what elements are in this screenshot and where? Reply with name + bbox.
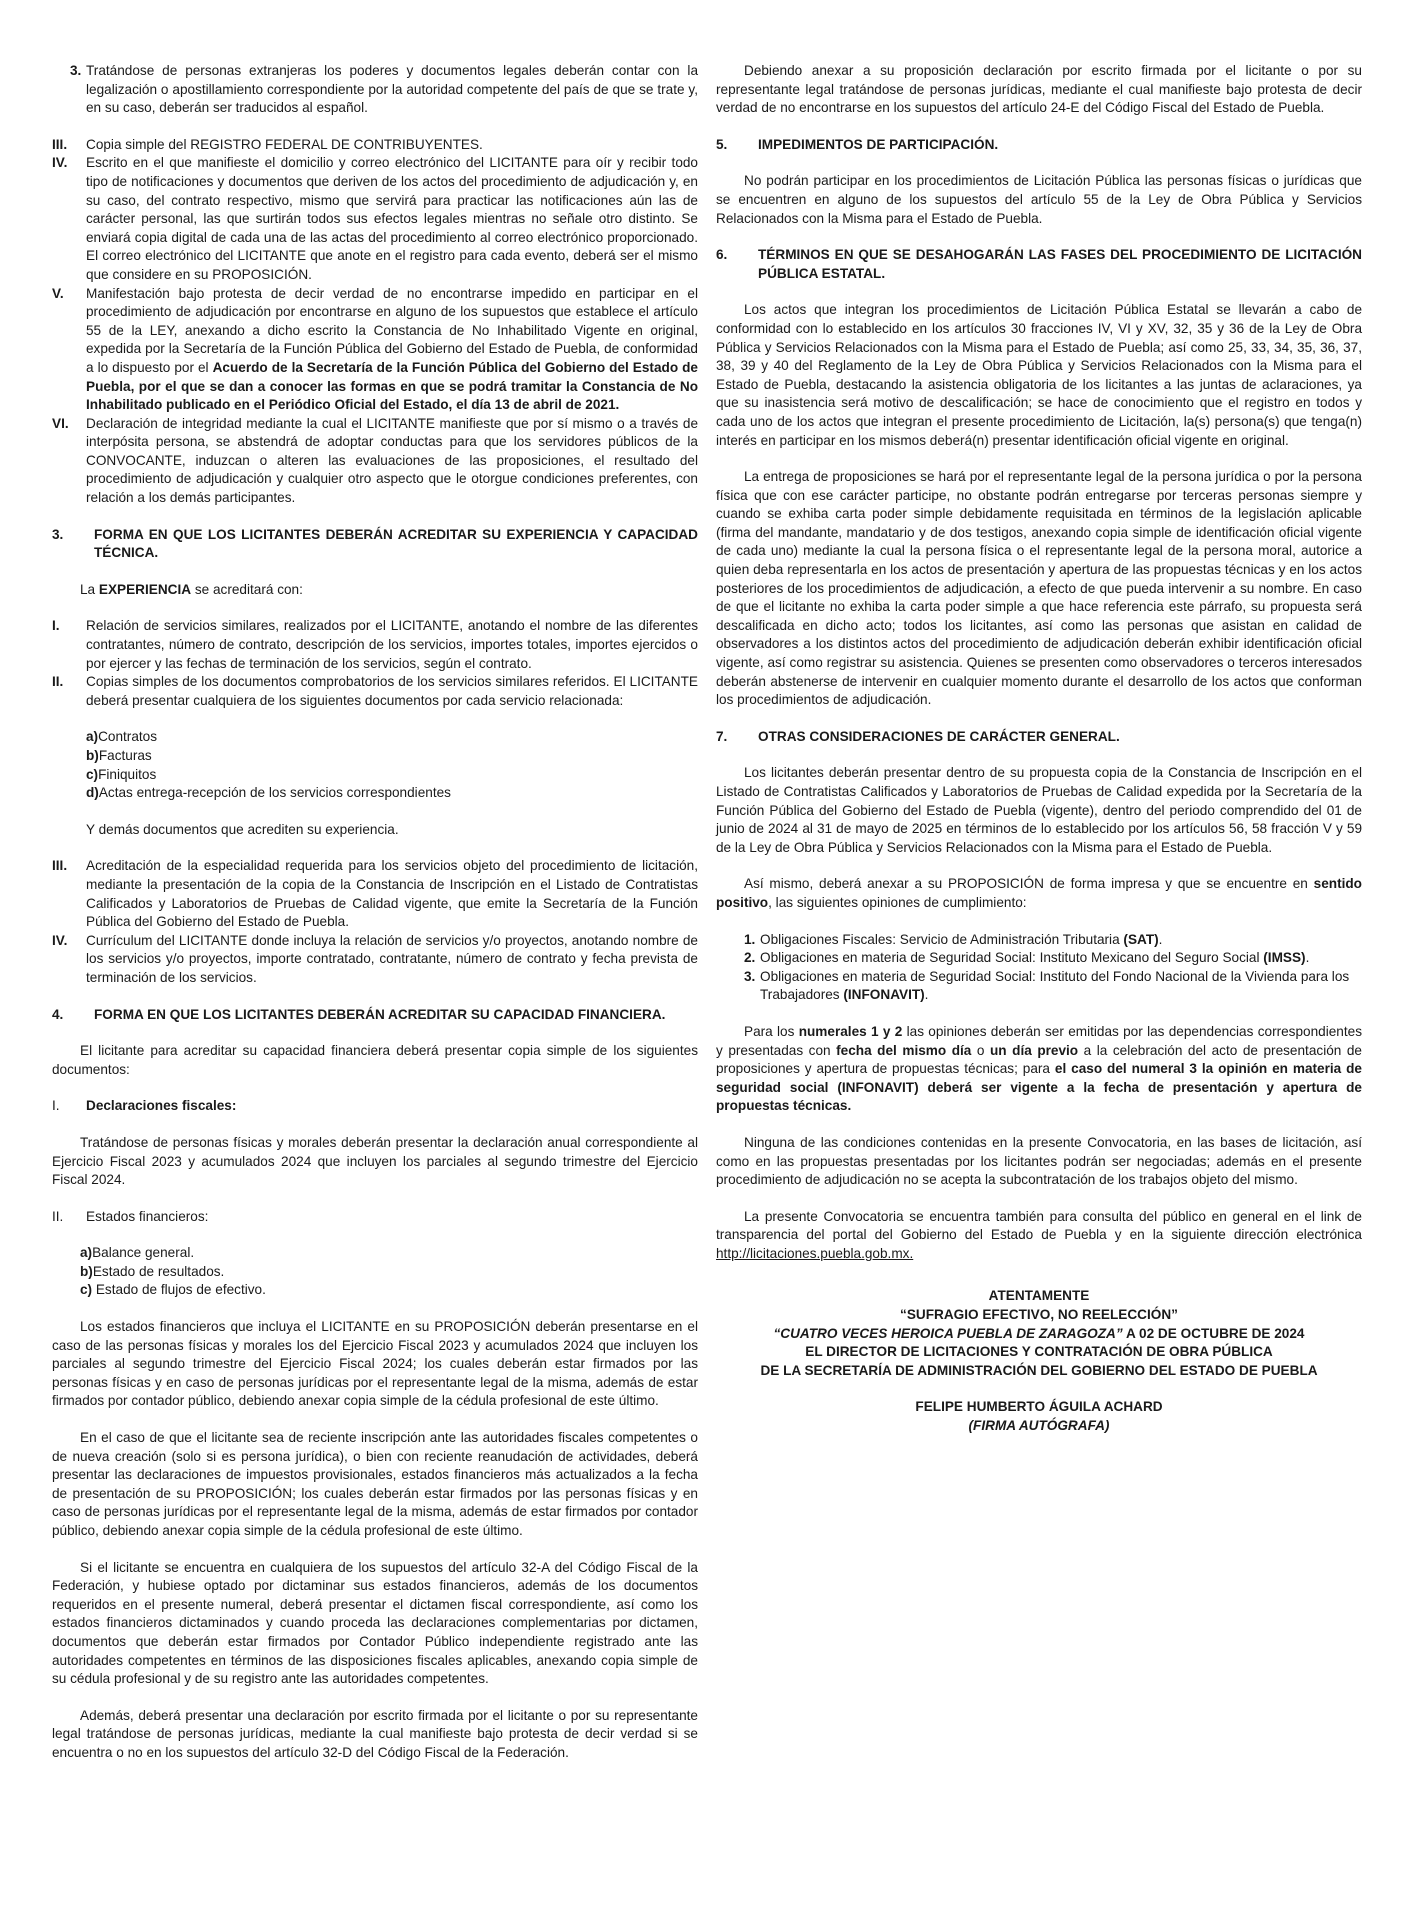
section-7-paragraph-5 — [716, 1208, 1362, 1264]
section-6-paragraph-1: Los actos que integran los procedimientos de Licitación Pública Estatal se llevarán a cabo de conformidad con lo establecido en los artículos 30 fracciones IV, VI y XV, 32, 35 y 36 de la Ley de Obra Pública y Servicios Relacionados con la Misma para el Estado de Puebla; así como 25, 33, 34, 35, 36, 37, 38, 39 y 40 del Reglamento de la Ley de Obra Pública y Servicios Relacionados con la Misma para el Estado de Puebla, destacando la asistencia obligatoria de los licitantes a las juntas de aclaraciones, ya que su inasistencia será motivo de descalificación; se hace de conocimiento que el registro en todos y cada uno de los actos que integran el presente procedimiento de Licitación, la(s) persona(s) que tenga(n) interés en participar en los mismos deberá(n) presentar identificación oficial vigente en original. — [716, 302, 1362, 448]
exp-item-iv — [52, 932, 698, 988]
text-bold: numerales 1 y 2 — [798, 1023, 903, 1039]
compliance-opinions-list — [716, 931, 1362, 1005]
list-text: Finiquitos — [98, 766, 157, 782]
text: Obligaciones Fiscales: Servicio de Administración Tributaria — [760, 931, 1124, 947]
text-bold: (IMSS) — [1263, 950, 1306, 966]
list-letter: c) — [86, 766, 99, 782]
text: Obligaciones en materia de Seguridad Social: Instituto del Fondo Nacional de la Vivienda para los Trabajadores — [760, 968, 1350, 1003]
roman-numeral: III. — [52, 858, 68, 874]
financial-statement-item — [80, 1263, 698, 1282]
list-text: Estado de resultados. — [92, 1263, 225, 1279]
text: a la celebración del acto de presentación de proposiciones y apertura de propuestas técnicas; para — [716, 1042, 1362, 1077]
roman-numeral: II. — [52, 1208, 64, 1224]
item-text: Escrito en el que manifieste el domicilio y correo electrónico del LICITANTE para oír y recibir todo tipo de notificaciones y documentos que deriven de los actos del procedimiento de adjudicación y, en su caso, del contrato respectivo, mismo que servirá para practicar las notificaciones aún las de carácter personal, las que surtirán todos sus efectos legales mientras no señale otro distinto. Se enviará copia digital de cada una de las actas del procedimiento al correo electrónico proporcionado. El correo electrónico del LICITANTE que anote en el registro para cada evento, deberá ser el mismo que considere en su PROPOSICIÓN. — [86, 155, 698, 282]
list-number: 2. — [744, 950, 756, 966]
signature-line-2: “SUFRAGIO EFECTIVO, NO REELECCIÓN” — [900, 1307, 1178, 1323]
roman-numeral: V. — [52, 285, 64, 301]
item-text: Acreditación de la especialidad requerida para los servicios objeto del procedimiento de licitación, mediante la presentación de la copia de la Constancia de Inscripción en el Listado de Contratistas Calificados y Laboratorios de Pruebas de Calidad vigente, que emite la Secretaría de la Función Pública del Gobierno del Estado de Puebla. — [86, 858, 698, 930]
text-bold: EXPERIENCIA — [98, 581, 192, 597]
section-5-text: No podrán participar en los procedimientos de Licitación Pública las personas físicas o jurídicas que se encuentren en alguno de los supuestos del artículo 55 de la Ley de Obra Pública y Servicios Relacionados con la Misma para el Estado de Puebla. — [716, 173, 1362, 226]
list-text — [760, 968, 1362, 1005]
fin-item-ii-heading — [52, 1208, 698, 1227]
section-6-heading — [716, 246, 1362, 283]
text-bold: fecha del mismo día — [836, 1042, 972, 1058]
list-letter: a) — [80, 1245, 93, 1261]
item-text: Tratándose de personas extranjeras los poderes y documentos legales deberán contar con la legalización o apostillamiento correspondiente por la autoridad competente del país de que se trate y, en su caso, deberán ser traducidos al español. — [86, 63, 698, 116]
item-text-plain: Manifestación bajo protesta de decir verdad de no encontrarse impedido en participar en el procedimiento de adjudicación por encontrarse en alguno de los supuestos que establece el artículo 55 de la LEY, anexando a dicho escrito la Constancia de No Inhabilitado Vigente en original, expedida por la Secretaría de la Función Pública del Gobierno del Estado de Puebla, de conformidad a lo dispuesto por el — [86, 285, 698, 375]
section-5-heading — [716, 136, 1362, 155]
financial-intro: El licitante para acreditar su capacidad financiera deberá presentar copia simple de los siguientes documentos: — [52, 1043, 698, 1077]
signature-note: (FIRMA AUTÓGRAFA) — [968, 1418, 1110, 1434]
section-7-paragraph-4: Ninguna de las condiciones contenidas en la presente Convocatoria, en las bases de licitación, así como en las propuestas presentadas por los licitantes podrán ser negociadas; además en el presente procedimiento de adjudicación no se acepta la subcontratación de los trabajos objeto del mismo. — [716, 1134, 1362, 1188]
paragraph-24e: Debiendo anexar a su proposición declaración por escrito firmada por el licitante o por su representante legal tratándose de personas jurídicas, mediante el cual manifieste bajo protesta de decir verdad de no encontrarse en los supuestos del artículo 24-E del Código Fiscal del Estado de Puebla. — [716, 63, 1362, 116]
section-3-heading — [52, 526, 698, 563]
experience-intro — [52, 581, 698, 600]
list-letter: a) — [86, 729, 99, 745]
text: A 02 DE OCTUBRE DE 2024 — [1122, 1325, 1305, 1341]
document-item — [86, 728, 698, 747]
list-text: Facturas — [98, 748, 152, 763]
signature-line-1: ATENTAMENTE — [988, 1288, 1090, 1304]
compliance-opinion-item — [744, 931, 1362, 950]
item-number: 3. — [70, 63, 82, 78]
text-bold: (SAT) — [1123, 931, 1159, 947]
document-item — [86, 766, 698, 785]
text-bold: sentido positivo — [716, 876, 1362, 910]
left-column — [52, 62, 698, 1763]
financial-statements-list — [52, 1244, 698, 1300]
text: las opiniones deberán ser emitidas por las dependencias correspondientes y presentadas con — [716, 1023, 1362, 1058]
section-title: OTRAS CONSIDERACIONES DE CARÁCTER GENERAL. — [758, 728, 1120, 744]
section-7-heading — [716, 728, 1362, 747]
item-iii-rfc — [52, 136, 698, 155]
roman-numeral: VI. — [52, 415, 69, 431]
roman-numeral: I. — [52, 618, 60, 634]
text: Para los — [744, 1023, 799, 1039]
signature-line-3 — [716, 1325, 1362, 1344]
roman-numeral: I. — [52, 1098, 60, 1114]
list-letter: b) — [80, 1263, 93, 1279]
item-text-bold: Acuerdo de la Secretaría de la Función Pública del Gobierno del Estado de Puebla, por el que se dan a conocer las formas en que se podrá tramitar la Constancia de No Inhabilitado publicado en el Periódico Oficial del Estado, el día 13 de abril de 2021. — [86, 359, 698, 413]
text: Así mismo, deberá anexar a su PROPOSICIÓN de forma impresa y que se encuentre en — [744, 876, 1314, 892]
section-number: 5. — [716, 136, 728, 152]
item-text: Relación de servicios similares, realizados por el LICITANTE, anotando el nombre de las diferentes contratantes, número de contrato, descripción de los servicios, importes totales, importes ejercidos o por ejercer y las fechas de terminación de los servicios, según el contrato. — [86, 618, 698, 671]
section-title: FORMA EN QUE LOS LICITANTES DEBERÁN ACREDITAR SU CAPACIDAD FINANCIERA. — [94, 1006, 666, 1022]
item-text: Copias simples de los documentos comprobatorios de los servicios similares referidos. El LICITANTE deberá presentar cualquiera de los siguientes documentos por cada servicio relacionada: — [86, 674, 698, 708]
text: o — [971, 1042, 990, 1058]
text-bold: (INFONAVIT) — [843, 987, 925, 1003]
financial-statement-item — [80, 1244, 698, 1263]
item-iv-domicilio — [52, 154, 698, 284]
text: La presente Convocatoria se encuentra también para consulta del público en general en el link de transparencia del portal del Gobierno del Estado de Puebla y en la siguiente dirección electrónica — [716, 1208, 1362, 1243]
item-text: Declaración de integridad mediante la cual el LICITANTE manifieste que por sí mismo o a través de interpósita persona, se abstendrá de adoptar conductas para que los servidores públicos de la CONVOCANTE, induzcan o alteren las evaluaciones de las proposiciones, el resultado del procedimiento de adjudicación y cualquier otro aspecto que le otorgue condiciones preferentes, con relación a los demás participantes. — [86, 415, 698, 506]
paragraph-32d: Además, deberá presentar una declaración por escrito firmada por el licitante o por su representante legal tratándose de personas jurídicas, mediante la cual manifieste bajo protesta de decir verdad si se encuentra o no en los supuestos del artículo 32-D del Código Fiscal de la Federación. — [52, 1707, 698, 1760]
section-7-paragraph-2 — [716, 875, 1362, 912]
text: La — [80, 581, 99, 597]
exp-item-i — [52, 617, 698, 673]
list-number: 1. — [744, 931, 756, 947]
section-number: 7. — [716, 728, 728, 744]
right-column — [716, 62, 1362, 1436]
licitaciones-link[interactable]: http://licitaciones.puebla.gob.mx. — [716, 1245, 914, 1261]
text: Obligaciones en materia de Seguridad Social: Instituto Mexicano del Seguro Social — [760, 950, 1264, 966]
item-text: Copia simple del REGISTRO FEDERAL DE CONTRIBUYENTES. — [86, 136, 483, 152]
documents-more: Y demás documentos que acrediten su experiencia. — [86, 821, 399, 837]
item-v-manifestacion — [52, 285, 698, 415]
document-item — [86, 747, 698, 766]
list-number: 3. — [744, 968, 756, 984]
compliance-opinion-item — [744, 949, 1362, 968]
list-text: Actas entrega-recepción de los servicios correspondientes — [98, 785, 451, 801]
item-title: Declaraciones fiscales: — [86, 1098, 237, 1114]
item-3-foreign — [52, 62, 698, 118]
roman-numeral: IV. — [52, 932, 68, 948]
fin-item-i-heading — [52, 1097, 698, 1116]
section-4-heading — [52, 1006, 698, 1025]
documents-list — [52, 728, 698, 802]
fiscal-declarations-text: Tratándose de personas físicas y morales deberán presentar la declaración anual correspondiente al Ejercicio Fiscal 2023 y acumulados 2024 que incluyen los parciales al segundo trimestre del Ejercicio Fiscal 2024. — [52, 1134, 698, 1188]
paragraph-reciente: En el caso de que el licitante sea de reciente inscripción ante las autoridades fiscales competentes o de nueva creación (solo si es persona jurídica), o bien con reciente reanudación de actividades, deberá presentar las declaraciones de impuestos provisionales, estados financieros más actualizados a la fecha de presentación de su PROPOSICIÓN; los cuales deberán estar firmados por las personas físicas y en caso de personas jurídicas por el representante legal de la misma, además de estar firmados por contador público, debiendo anexar copia simple de la cédula profesional de este último. — [52, 1430, 698, 1538]
text-italic: “CUATRO VECES HEROICA PUEBLA DE ZARAGOZA” — [773, 1325, 1123, 1341]
text: se acreditará con: — [191, 581, 303, 597]
exp-item-iii — [52, 857, 698, 931]
text: . — [1305, 950, 1310, 966]
section-7-paragraph-3 — [716, 1023, 1362, 1116]
section-number: 3. — [52, 526, 64, 542]
section-number: 4. — [52, 1006, 64, 1022]
list-text — [760, 931, 1162, 950]
text: , las siguientes opiniones de cumplimiento: — [768, 894, 1027, 910]
text: . — [924, 987, 929, 1003]
text-bold: el caso del numeral 3 la opinión en materia de seguridad social (INFONAVIT) deberá ser vigente a la fecha de presentación y apertura de propuestas técnicas. — [716, 1061, 1362, 1114]
section-title: TÉRMINOS EN QUE SE DESAHOGARÁN LAS FASES DEL PROCEDIMIENTO DE LICITACIÓN PÚBLICA ESTATAL. — [758, 247, 1362, 281]
document-item — [86, 784, 698, 803]
item-text: Currículum del LICITANTE donde incluya la relación de servicios y/o proyectos, anotando nombre de los servicios y/o proyectos, importe contratado, contratante, número de contrato y fecha prevista de terminación de los servicios. — [86, 932, 698, 985]
section-7-paragraph-1: Los licitantes deberán presentar dentro de su propuesta copia de la Constancia de Inscripción en el Listado de Contratistas Calificados y Laboratorios de Pruebas de Calidad expedida por la Secretaría de la Función Pública del Gobierno del Estado de Puebla (vigente), dentro del periodo comprendido del 01 de junio de 2024 al 31 de mayo de 2025 en términos de lo establecido por los artículos 56, 58 fracción V y 59 de la Ley de Obra Pública y Servicios Relacionados con la Misma para el Estado de Puebla. — [716, 765, 1362, 855]
roman-numeral: II. — [52, 674, 64, 690]
financial-statement-item — [80, 1281, 698, 1300]
list-letter: b) — [86, 748, 99, 763]
exp-item-ii — [52, 673, 698, 710]
list-text: Contratos — [98, 729, 158, 745]
section-title: IMPEDIMENTOS DE PARTICIPACIÓN. — [758, 136, 999, 152]
roman-numeral: III. — [52, 136, 68, 152]
signature-block — [716, 1287, 1362, 1435]
section-title: FORMA EN QUE LOS LICITANTES DEBERÁN ACREDITAR SU EXPERIENCIA Y CAPACIDAD TÉCNICA. — [94, 526, 698, 561]
list-letter: c) — [80, 1282, 93, 1298]
compliance-opinion-item — [744, 968, 1362, 1005]
paragraph-32a: Si el licitante se encuentra en cualquiera de los supuestos del artículo 32-A del Código Fiscal de la Federación, y hubiese optado por dictaminar sus estados financieros, además de los documentos requeridos en el presente numeral, deberá presentar el dictamen fiscal correspondiente, así como los estados financieros dictaminados y cuando proceda las declaraciones complementarias por dictamen, documentos que deberán estar firmados por Contador Público independiente registrado ante las autoridades competentes en términos de las disposiciones fiscales aplicables, anexando copia simple de su cédula profesional y de su registro ante las autoridades competentes. — [52, 1559, 698, 1687]
text-bold: un día previo — [990, 1042, 1079, 1058]
signature-line-4: EL DIRECTOR DE LICITACIONES Y CONTRATACIÓN DE OBRA PÚBLICA — [805, 1344, 1273, 1360]
section-6-paragraph-2: La entrega de proposiciones se hará por el representante legal de la persona jurídica o por la persona física que con ese carácter participe, no obstante podrán entregarse por terceras personas siempre y cuando se exhiba carta poder simple debidamente requisitada en términos de la legislación aplicable (firma del mandante, mandatario y de dos testigos, anexando copia simple de identificación oficial vigente de cada uno) mediante la cual la persona física o el representante legal de la persona moral, autorice a quien deba representarla en los actos de presentación y apertura de las propuestas técnicas y en los actos posteriores de los procedimientos de adjudicación, a efecto de que pueda intervenir a su nombre. En caso de que el licitante no exhiba la carta poder simple a que hace referencia este párrafo, su propuesta será descalificada en dicho acto; todos los licitantes, así como las personas que asistan en calidad de observadores a los distintos actos del procedimiento de adjudicación deberán exhibir identificación oficial vigente, así como registrar su asistencia. Quienes se presenten como observadores o terceros interesados deberán abstenerse de intervenir en cualquier momento durante el desarrollo de los actos que conforman los procedimientos de adjudicación. — [716, 469, 1362, 708]
item-vi-integridad — [52, 415, 698, 508]
text: . — [1158, 931, 1163, 947]
list-text: Estado de flujos de efectivo. — [92, 1282, 266, 1298]
list-letter: d) — [86, 785, 99, 801]
item-text — [86, 285, 698, 415]
item-title: Estados financieros: — [86, 1208, 209, 1224]
list-text: Balance general. — [92, 1245, 195, 1261]
signatory-name: FELIPE HUMBERTO ÁGUILA ACHARD — [915, 1399, 1163, 1415]
signature-line-5: DE LA SECRETARÍA DE ADMINISTRACIÓN DEL GOBIERNO DEL ESTADO DE PUEBLA — [760, 1362, 1318, 1378]
paragraph-estados: Los estados financieros que incluya el LICITANTE en su PROPOSICIÓN deberán presentarse en el caso de las personas físicas y morales los del Ejercicio Fiscal 2023 y acumulados 2024 que incluyen los parciales al segundo trimestre del Ejercicio Fiscal 2024; los cuales deberán estar firmados por las personas físicas y en caso de personas jurídicas por el representante legal de la misma, además de estar firmados por contador público, debiendo anexar copia simple de la cédula profesional de este último. — [52, 1319, 698, 1409]
section-number: 6. — [716, 247, 728, 263]
roman-numeral: IV. — [52, 155, 68, 171]
list-text — [760, 949, 1309, 968]
